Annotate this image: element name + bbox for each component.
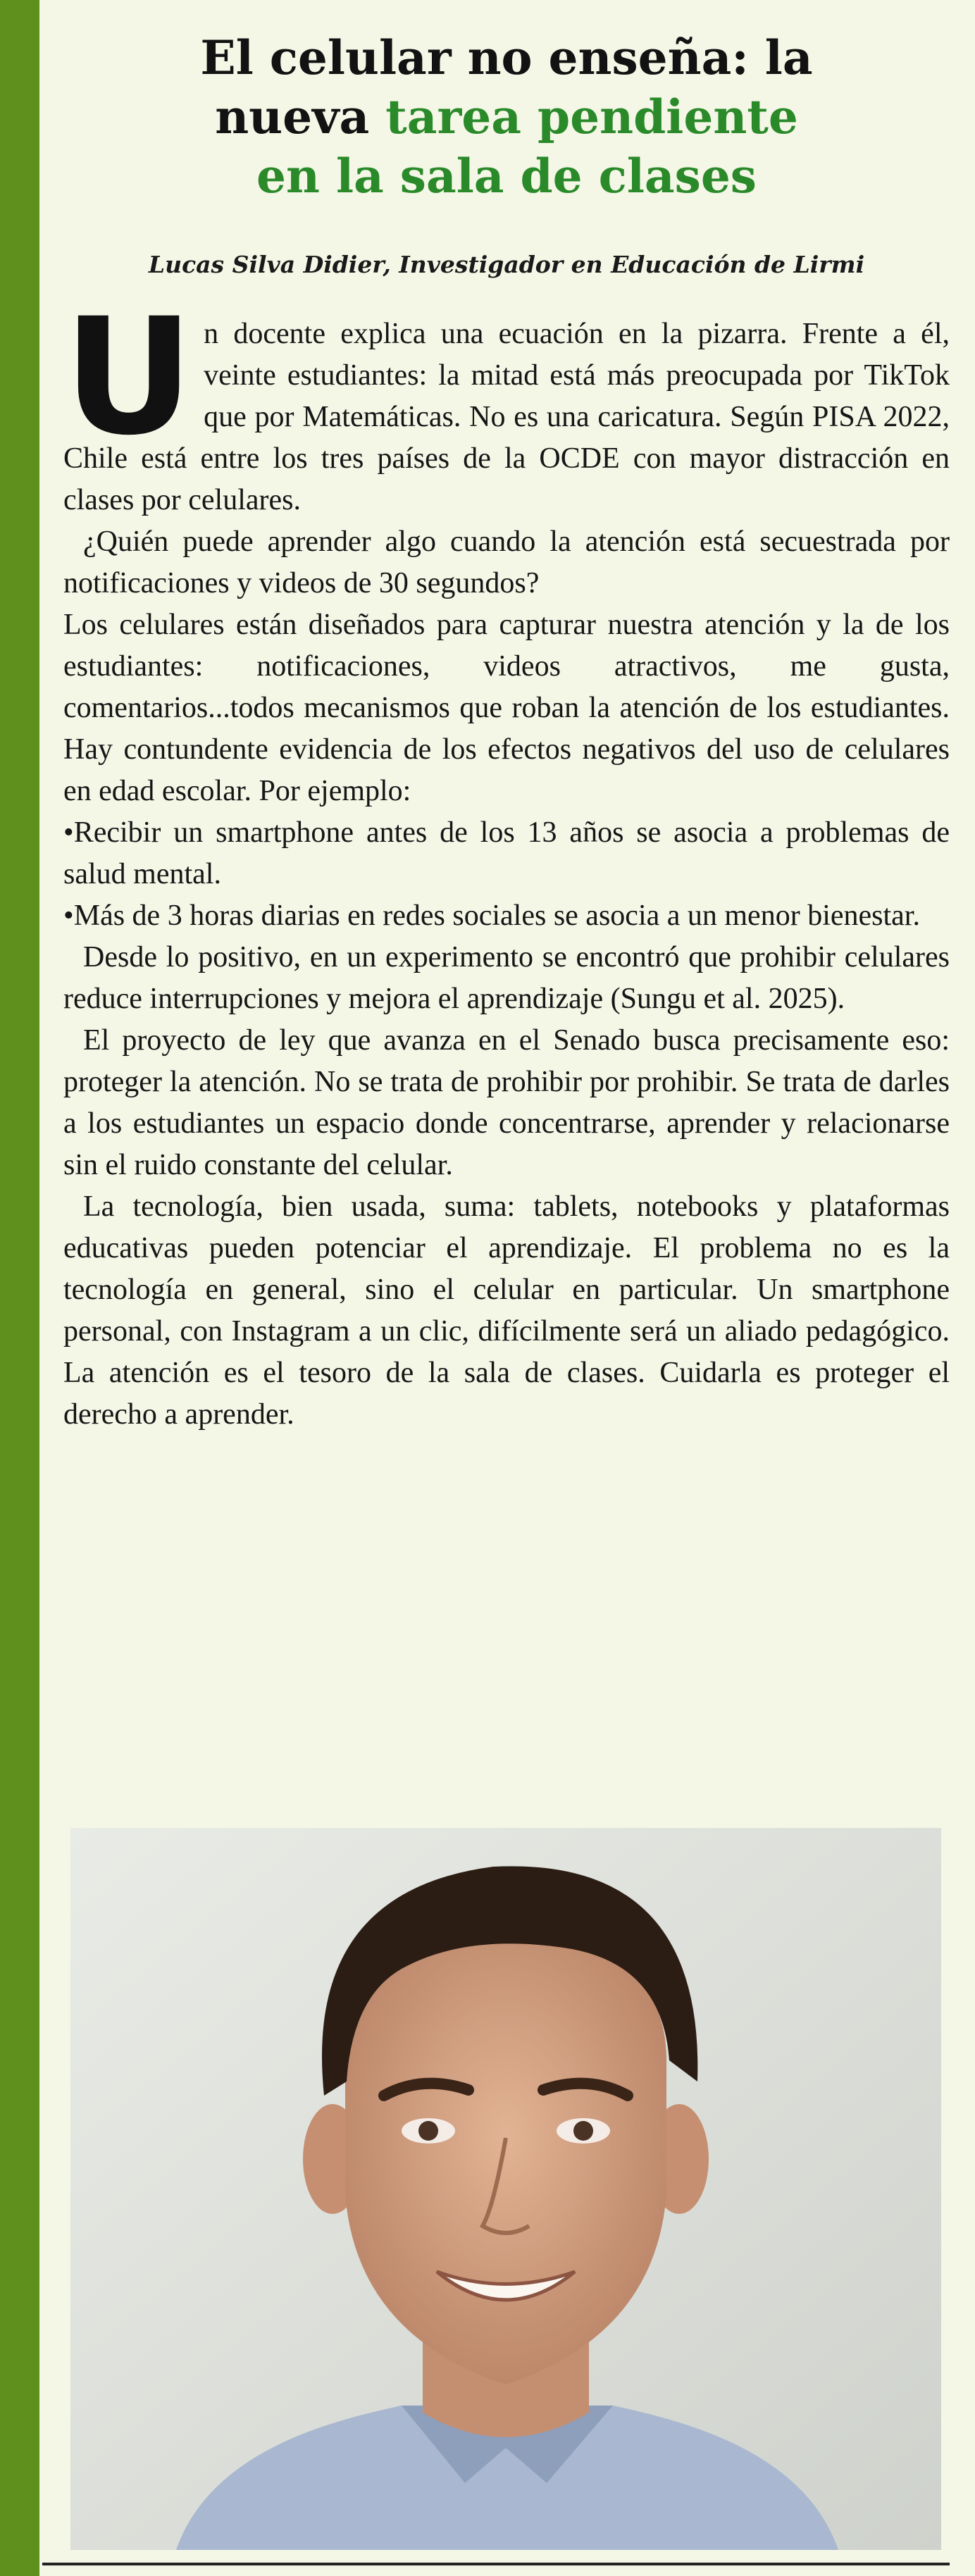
bullet-item-2-text: Más de 3 horas diarias en redes sociales se asocia a un menor bienestar. [73,900,920,932]
bottom-divider [42,2563,950,2565]
title-highlight: tarea pendiente [385,89,798,144]
article-body [63,283,950,1436]
paragraph-6: La tecnología, bien usada, suma: tablets, notebooks y plataformas educativas pueden potenciar el aprendizaje. El problema no es la tecnología en general, sino el celular en particular. Un smartphone personal, con Instagram a un clic, difícilmente será un aliado pedagógico. La atención es el tesoro de la sala de clases. Cuidarla es proteger el derecho a aprender. [63,1190,950,1431]
paragraph-4: Desde lo positivo, en un experimento se encontró que prohibir celulares reduce interrupciones y mejora el aprendizaje (Sungu et al. 2025). [63,941,950,1015]
bullet-item-2 [63,895,950,937]
title-line-2-prefix: nueva [215,89,386,144]
drop-cap: U [63,283,194,471]
author-photo [70,1828,941,2550]
bullet-item-1-text: Recibir un smartphone antes de los 13 años se asocia a problemas de salud mental. [63,816,950,890]
left-accent-bar [0,0,39,2576]
bullet-item-1 [63,812,950,895]
title-line-3: en la sala de clases [256,149,757,204]
article-title [63,28,950,206]
article-page [63,0,950,2576]
paragraph-1 [63,283,950,521]
paragraph-5: El proyecto de ley que avanza en el Senado busca precisamente eso: proteger la atención. No se trata de prohibir por prohibir. Se trata de darles a los estudiantes un espacio donde concentrarse, aprender y relacionarse sin el ruido constante del celular. [63,1024,950,1181]
author-byline: Lucas Silva Didier, Investigador en Educación de Lirmi [148,251,865,278]
paragraph-3: Los celulares están diseñados para capturar nuestra atención y la de los estudiantes: notificaciones, videos atractivos, me gusta, comentarios...todos mecanismos que roban la atención de los estudiantes. Hay contundente evidencia de los efectos negativos del uso de celulares en edad escolar. Por ejemplo: [63,609,950,807]
paragraph-1-text: n docente explica una ecuación en la pizarra. Frente a él, veinte estudiantes: la mitad está más preocupada por TikTok que por Matemáticas. No es una caricatura. Según PISA 2022, Chile está entre los tres países de la OCDE con mayor distracción en clases por celulares. [63,318,950,516]
paragraph-2: ¿Quién puede aprender algo cuando la atención está secuestrada por notificaciones y videos de 30 segundos? [63,525,950,599]
author-portrait-illustration [70,1828,941,2550]
title-line-1: El celular no enseña: la [200,30,813,85]
